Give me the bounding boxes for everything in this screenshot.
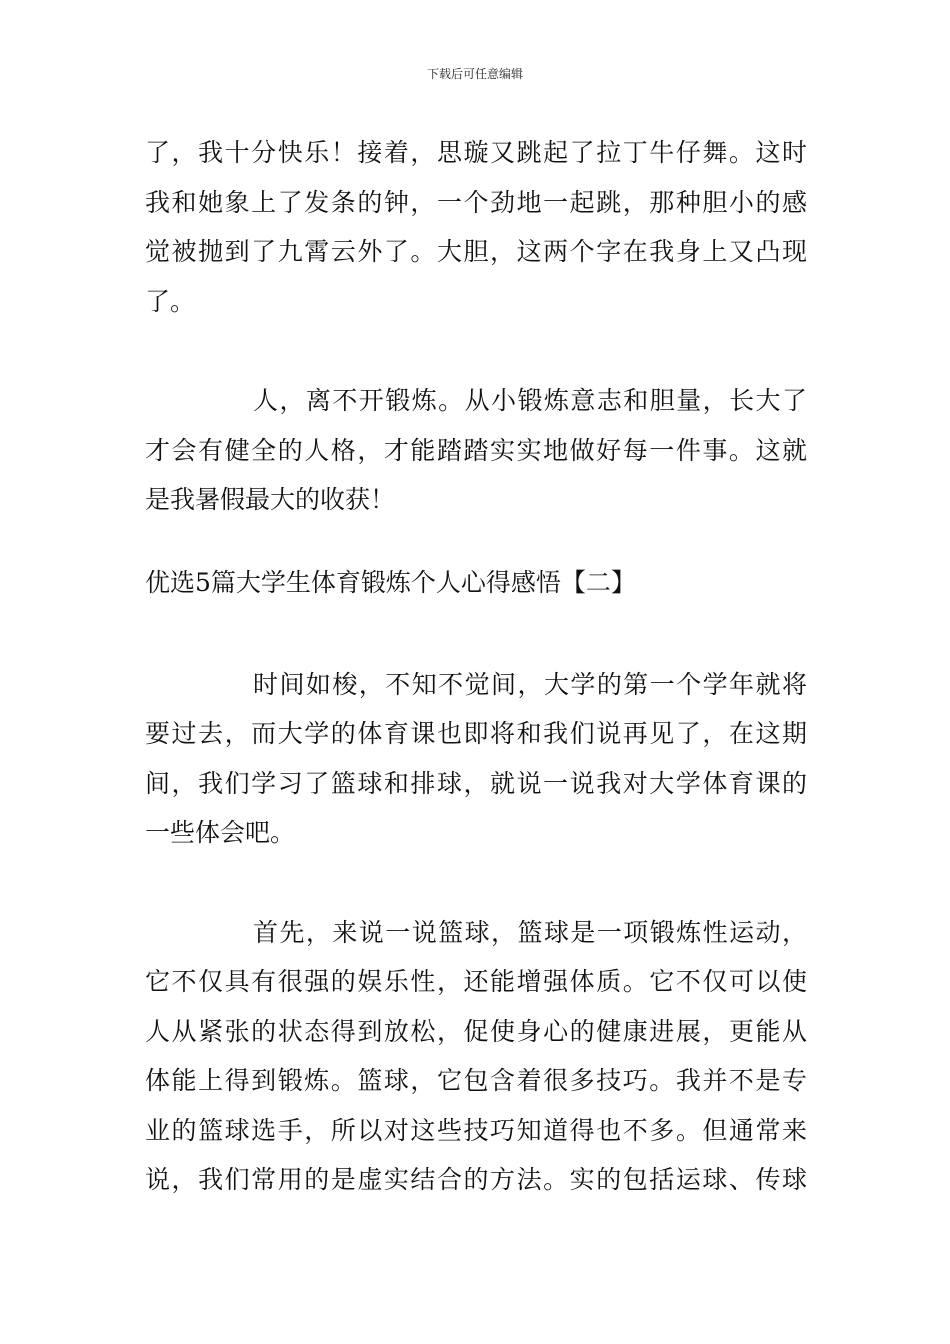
paragraph-line: 了。 <box>145 286 196 316</box>
paragraph-line: 我和她象上了发条的钟，一个劲地一起跳，那种胆小的感 <box>145 187 807 217</box>
paragraph-line: 业的篮球选手，所以对这些技巧知道得也不多。但通常来 <box>145 1115 807 1145</box>
paragraph-line: 体能上得到锻炼。篮球，它包含着很多技巧。我并不是专 <box>145 1066 807 1095</box>
paragraph-spacer <box>145 605 807 660</box>
page-header <box>0 64 950 84</box>
section-heading: 优选5篇大学生体育锻炼个人心得感悟【二】 <box>145 567 636 597</box>
paragraph-spacer <box>145 326 807 376</box>
header-text: 下载后可任意编辑 <box>426 67 523 81</box>
paragraph-line: 才会有健全的人格，才能踏踏实实地做好每一件事。这就 <box>145 435 807 465</box>
paragraph-4 <box>145 908 807 1205</box>
paragraph-line: 时间如梭，不知不觉间，大学的第一个学年就将 <box>253 669 807 699</box>
paragraph-line: 说，我们常用的是虚实结合的方法。实的包括运球、传球 <box>145 1165 807 1194</box>
paragraph-3 <box>145 660 807 858</box>
paragraph-line: 它不仅具有很强的娱乐性，还能增强体质。它不仅可以使 <box>145 967 807 996</box>
document-body <box>145 128 807 1205</box>
paragraph-line: 人，离不开锻炼。从小锻炼意志和胆量，长大了 <box>253 386 807 415</box>
paragraph-line: 觉被抛到了九霄云外了。大胆，这两个字在我身上又凸现 <box>145 237 807 266</box>
paragraph-line: 了，我十分快乐！接着，思璇又跳起了拉丁牛仔舞。这时 <box>145 138 807 167</box>
paragraph-line: 要过去，而大学的体育课也即将和我们说再见了，在这期 <box>145 719 807 748</box>
paragraph-line: 一些体会吧。 <box>145 818 296 847</box>
paragraph-1 <box>145 128 807 326</box>
paragraph-line: 是我暑假最大的收获！ <box>145 485 396 514</box>
paragraph-line: 首先，来说一说篮球，篮球是一项锻炼性运动， <box>253 917 807 947</box>
paragraph-spacer <box>145 858 807 908</box>
paragraph-2 <box>145 376 807 525</box>
paragraph-line: 间，我们学习了篮球和排球，就说一说我对大学体育课的 <box>145 768 807 798</box>
paragraph-spacer <box>145 525 807 561</box>
paragraph-line: 人从紧张的状态得到放松，促使身心的健康进展，更能从 <box>145 1016 807 1046</box>
